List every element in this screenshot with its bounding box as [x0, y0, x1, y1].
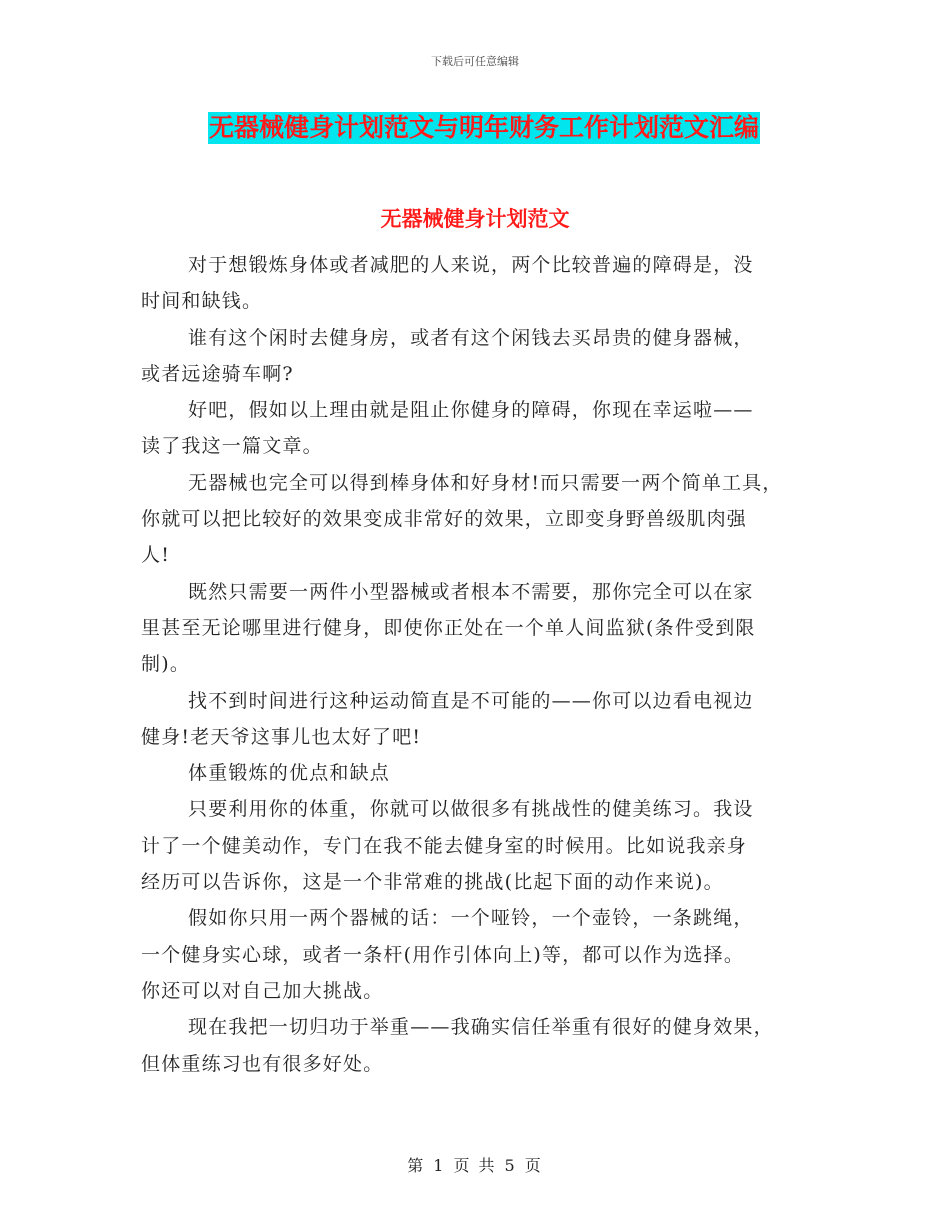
- footer-prefix: 第: [407, 1156, 426, 1175]
- paragraph: [141, 791, 821, 900]
- paragraph-line: 时间和缺钱。: [141, 290, 263, 313]
- paragraph-line: 无器械也完全可以得到棒身体和好身材!而只需要一两个简单工具，: [188, 471, 783, 494]
- paragraph-line: 假如你只用一两个器械的话：一个哑铃，一个壶铃，一条跳绳，: [188, 907, 754, 930]
- footer-middle: 页 共: [453, 1156, 497, 1175]
- paragraph-line: 你就可以把比较好的效果变成非常好的效果，立即变身野兽级肌肉强: [141, 508, 748, 531]
- paragraph: [141, 247, 821, 320]
- total-page-count: 5: [504, 1156, 517, 1175]
- paragraph-line: 谁有这个闲时去健身房，或者有这个闲钱去买昂贵的健身器械，: [188, 326, 754, 349]
- paragraph-line: 读了我这一篇文章。: [141, 435, 323, 458]
- header-note: 下载后可任意编辑: [431, 55, 519, 68]
- paragraph-line: 制)。: [141, 653, 191, 676]
- paragraph: [141, 392, 821, 465]
- paragraph-line: 对于想锻炼身体或者减肥的人来说，两个比较普遍的障碍是，没: [188, 254, 754, 276]
- paragraph: [141, 465, 821, 574]
- paragraph-line: 现在我把一切归功于举重——我确实信任举重有很好的健身效果，: [188, 1016, 774, 1039]
- paragraph-line: 里甚至无论哪里进行健身，即使你正处在一个单人间监狱(条件受到限: [141, 616, 756, 639]
- paragraph: [141, 900, 821, 1009]
- current-page-number: 1: [433, 1156, 446, 1175]
- footer-suffix: 页: [524, 1156, 543, 1175]
- paragraph: [141, 755, 821, 791]
- paragraph-line: 好吧，假如以上理由就是阻止你健身的障碍，你现在幸运啦——: [188, 399, 754, 422]
- page-footer: [0, 1153, 950, 1176]
- paragraph-line: 体重锻炼的优点和缺点: [188, 762, 391, 785]
- paragraph-line: 找不到时间进行这种运动简直是不可能的——你可以边看电视边: [188, 689, 754, 712]
- paragraph-line: 你还可以对自己加大挑战。: [141, 979, 384, 1002]
- document-title: 无器械健身计划范文与明年财务工作计划范文汇编: [209, 113, 760, 142]
- paragraph-line: 但体重练习也有很多好处。: [141, 1052, 384, 1075]
- paragraph-line: 既然只需要一两件小型器械或者根本不需要，那你完全可以在家: [188, 580, 754, 603]
- paragraph-line: 只要利用你的体重，你就可以做很多有挑战性的健美练习。我设: [188, 798, 754, 821]
- paragraph: [141, 683, 821, 756]
- paragraph: [141, 574, 821, 683]
- section-title: 无器械健身计划范文: [380, 206, 570, 231]
- paragraph-line: 或者远途骑车啊?: [141, 362, 294, 385]
- paragraph-line: 经历可以告诉你，这是一个非常难的挑战(比起下面的动作来说)。: [141, 871, 724, 894]
- paragraph-line: 计了一个健美动作，专门在我不能去健身室的时候用。比如说我亲身: [141, 834, 748, 857]
- paragraph: [141, 1009, 821, 1082]
- paragraph-line: 人!: [141, 544, 171, 567]
- paragraph-line: 健身!老天爷这事儿也太好了吧!: [141, 725, 422, 748]
- paragraph: [141, 320, 821, 393]
- document-body: [141, 247, 821, 1082]
- paragraph-line: 一个健身实心球，或者一条杆(用作引体向上)等，都可以作为选择。: [141, 943, 745, 966]
